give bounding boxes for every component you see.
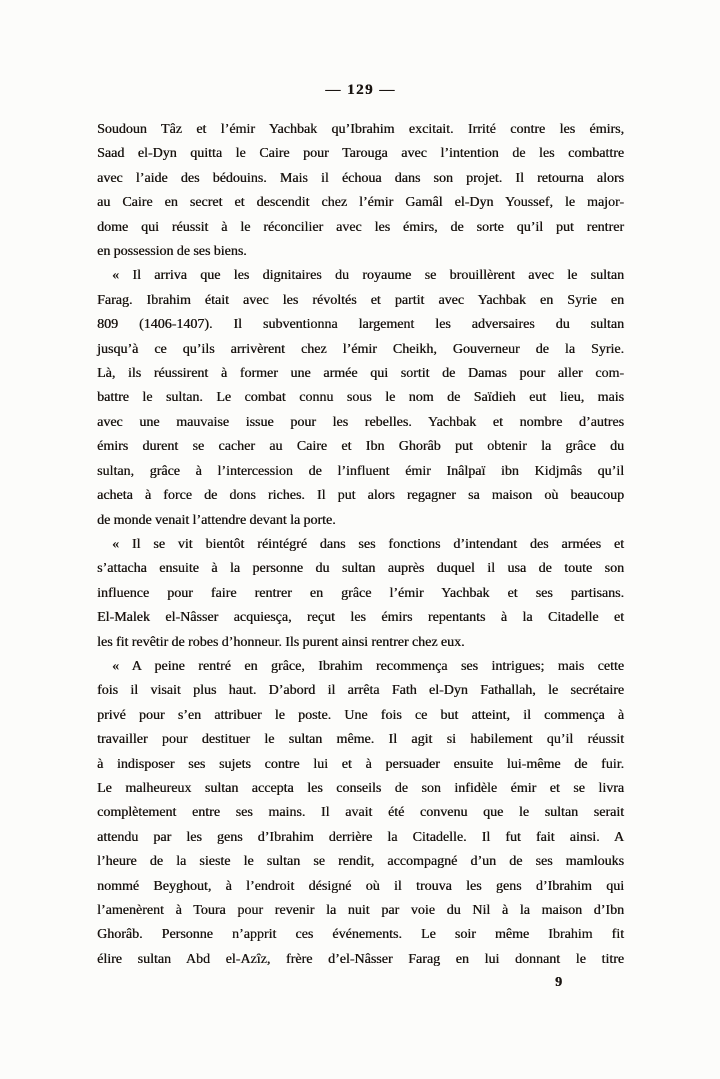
text-block	[97, 118, 624, 972]
text-line: travailler pour destituer le sultan même. Il agit si habilement qu’il réussit	[97, 732, 624, 748]
text-line: Là, ils réussirent à former une armée qui sortit de Damas pour aller com-	[97, 366, 624, 382]
text-line: en possession de ses biens.	[97, 244, 247, 260]
paragraph	[97, 533, 624, 655]
page-header	[97, 82, 624, 99]
text-line: l’heure de la sieste le sultan se rendit, accompagné d’un de ses mamlouks	[97, 854, 624, 870]
page-number: — 129 —	[325, 82, 396, 98]
text-line: influence pour faire rentrer en grâce l’émir Yachbak et ses partisans.	[97, 585, 624, 601]
text-line: battre le sultan. Le combat connu sous le nom de Saïdieh eut lieu, mais	[97, 390, 624, 406]
text-line: Ghorâb. Personne n’apprit ces événements. Le soir même Ibrahim fit	[97, 927, 624, 943]
text-line: « Il se vit bientôt réintégré dans ses fonctions d’intendant des armées et	[112, 536, 624, 552]
text-line: s’attacha ensuite à la personne du sultan auprès duquel il usa de toute son	[97, 561, 624, 577]
text-line: nommé Beyghout, à l’endroit désigné où il trouva les gens d’Ibrahim qui	[97, 878, 624, 894]
text-line: au Caire en secret et descendit chez l’émir Gamâl el-Dyn Youssef, le major-	[97, 195, 624, 211]
text-line: privé pour s’en attribuer le poste. Une fois ce but atteint, il commença à	[97, 707, 624, 723]
text-line: 809 (1406-1407). Il subventionna largement les adversaires du sultan	[97, 317, 624, 333]
text-line: dome qui réussit à le réconcilier avec les émirs, de sorte qu’il put rentrer	[97, 219, 624, 235]
text-line: « Il arriva que les dignitaires du royaume se brouillèrent avec le sultan	[112, 268, 624, 284]
text-line: complètement entre ses mains. Il avait été convenu que le sultan serait	[97, 805, 624, 821]
text-line: jusqu’à ce qu’ils arrivèrent chez l’émir Cheikh, Gouverneur de la Syrie.	[97, 341, 624, 357]
text-line: élire sultan Abd el-Azîz, frère d’el-Nâsser Farag en lui donnant le titre	[97, 951, 624, 967]
text-line: « A peine rentré en grâce, Ibrahim recommença ses intrigues; mais cette	[112, 658, 624, 674]
text-line: Saad el-Dyn quitta le Caire pour Tarouga avec l’intention de les combattre	[97, 146, 624, 162]
paragraph	[97, 264, 624, 532]
text-line: à indisposer ses sujets contre lui et à persuader ensuite lui-même de fuir.	[97, 756, 624, 772]
text-line: acheta à force de dons riches. Il put alors regagner sa maison où beaucoup	[97, 488, 624, 504]
text-line: Soudoun Tâz et l’émir Yachbak qu’Ibrahim excitait. Irrité contre les émirs,	[97, 122, 624, 137]
text-line: les fit revêtir de robes d’honneur. Ils purent ainsi rentrer chez eux.	[97, 634, 465, 650]
text-line: El-Malek el-Nâsser acquiesça, reçut les émirs repentants à la Citadelle et	[97, 610, 624, 626]
text-line: Le malheureux sultan accepta les conseils de son infidèle émir et se livra	[97, 780, 624, 796]
page-footer	[97, 975, 624, 1001]
text-line: l’amenèrent à Toura pour revenir la nuit par voie du Nil à la maison d’Ibn	[97, 903, 624, 918]
text-line: avec l’aide des bédouins. Mais il échoua dans son projet. Il retourna alors	[97, 170, 624, 186]
text-line: attendu par les gens d’Ibrahim derrière la Citadelle. Il fut fait ainsi. A	[97, 829, 624, 845]
paragraph	[97, 655, 624, 972]
text-line: émirs durent se cacher au Caire et Ibn Ghorâb put obtenir la grâce du	[97, 439, 624, 455]
signature-mark: 9	[555, 975, 562, 990]
text-line: avec une mauvaise issue pour les rebelles. Yachbak et nombre d’autres	[97, 414, 624, 430]
paragraph	[97, 118, 624, 264]
text-line: sultan, grâce à l’intercession de l’influent émir Inâlpaï ibn Kidjmâs qu’il	[97, 463, 624, 479]
text-line: Farag. Ibrahim était avec les révoltés et partit avec Yachbak en Syrie en	[97, 292, 624, 308]
text-line: de monde venait l’attendre devant la porte.	[97, 512, 336, 528]
text-line: fois il visait plus haut. D’abord il arrêta Fath el-Dyn Fathallah, le secrétaire	[97, 683, 624, 699]
